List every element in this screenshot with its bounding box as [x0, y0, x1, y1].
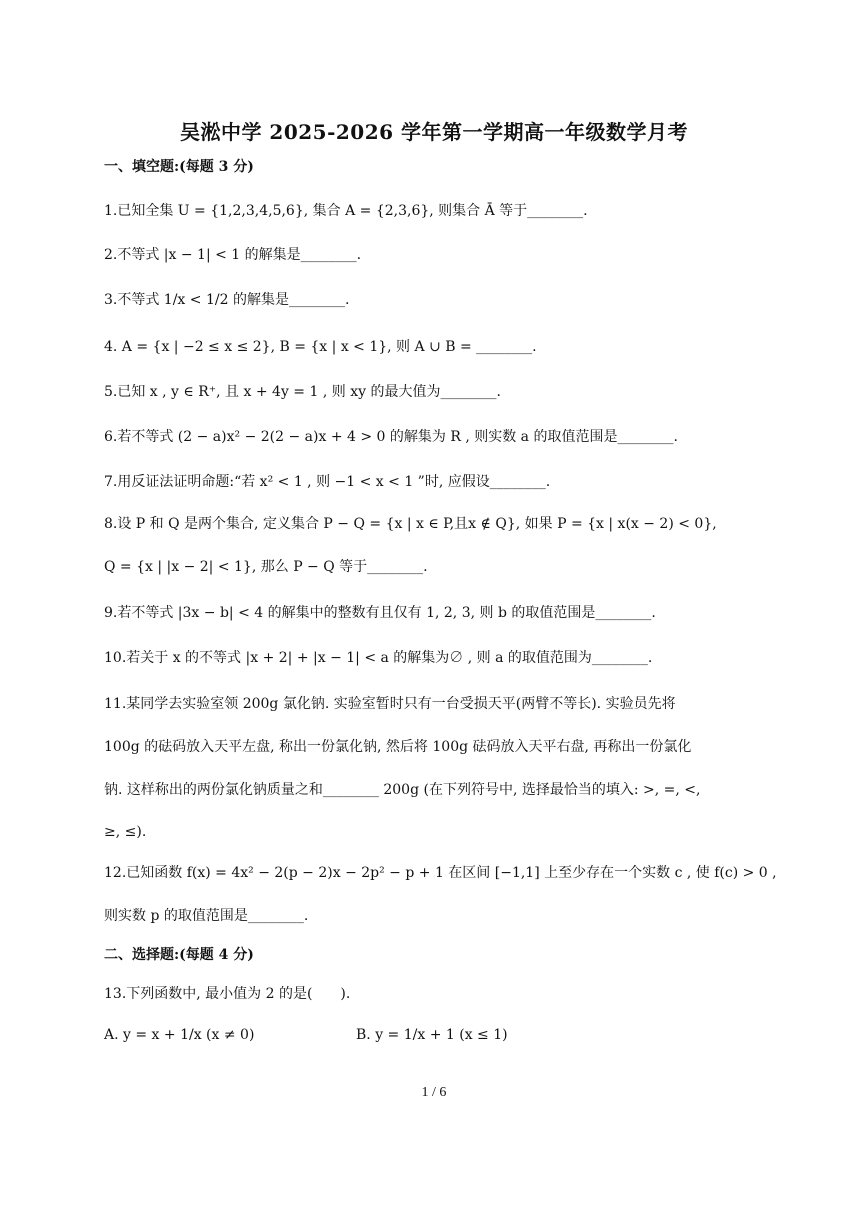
- question-12-line-1: 12.已知函数 f(x) = 4x² − 2(p − 2)x − 2p² − p + 1 在区间 [−1,1] 上至少存在一个实数 c , 使 f(c) > 0 ,: [104, 865, 777, 881]
- question-1: 1.已知全集 U = {1,2,3,4,5,6}, 集合 A = {2,3,6}, 则集合 Ā 等于________.: [104, 203, 588, 219]
- page-title: 吴淞中学 2025-2026 学年第一学期高一年级数学月考: [179, 120, 689, 144]
- question-8-line-2: Q = {x | |x − 2| < 1}, 那么 P − Q 等于________.: [104, 559, 428, 575]
- question-6: 6.若不等式 (2 − a)x² − 2(2 − a)x + 4 > 0 的解集为 R , 则实数 a 的取值范围是________.: [104, 429, 678, 445]
- question-9: 9.若不等式 |3x − b| < 4 的解集中的整数有且仅有 1, 2, 3, 则 b 的取值范围是________.: [104, 605, 656, 621]
- section-fill-in-blank: 一、填空题:(每题 3 分): [104, 159, 254, 175]
- question-10: 10.若关于 x 的不等式 |x + 2| + |x − 1| < a 的解集为∅ , 则 a 的取值范围为________.: [104, 650, 653, 666]
- question-7: 7.用反证法证明命题:“若 x² < 1 , 则 −1 < x < 1 ”时, 应假设________.: [104, 474, 551, 490]
- question-13-option-a: A. y = x + 1/x (x ≠ 0): [104, 1027, 255, 1043]
- section-multiple-choice: 二、选择题:(每题 4 分): [104, 947, 254, 963]
- question-11-line-2: 100g 的砝码放入天平左盘, 称出一份氯化钠, 然后将 100g 砝码放入天平右盘, 再称出一份氯化: [104, 739, 692, 755]
- question-4: 4. A = {x | −2 ≤ x ≤ 2}, B = {x | x < 1}, 则 A ∪ B = ________.: [104, 339, 537, 355]
- question-5: 5.已知 x , y ∈ R⁺, 且 x + 4y = 1 , 则 xy 的最大值为________.: [104, 384, 501, 400]
- question-3: 3.不等式 1/x < 1/2 的解集是________.: [104, 292, 350, 308]
- question-13: 13.下列函数中, 最小值为 2 的是( ).: [104, 986, 351, 1002]
- question-11-line-1: 11.某同学去实验室领 200g 氯化钠. 实验室暂时只有一台受损天平(两臂不等长). 实验员先将: [104, 696, 676, 712]
- question-13-option-b: B. y = 1/x + 1 (x ≤ 1): [356, 1027, 508, 1043]
- question-8-line-1: 8.设 P 和 Q 是两个集合, 定义集合 P − Q = {x | x ∈ P,且x ∉ Q}, 如果 P = {x | x(x − 2) < 0},: [104, 516, 717, 532]
- question-12-line-2: 则实数 p 的取值范围是________.: [104, 908, 309, 924]
- page-number: 1 / 6: [421, 1085, 447, 1100]
- question-2: 2.不等式 |x − 1| < 1 的解集是________.: [104, 247, 362, 263]
- question-11-line-4: ≥, ≤).: [104, 824, 147, 840]
- question-11-line-3: 钠. 这样称出的两份氯化钠质量之和________ 200g (在下列符号中, 选择最恰当的填入: >, =, <,: [104, 782, 701, 798]
